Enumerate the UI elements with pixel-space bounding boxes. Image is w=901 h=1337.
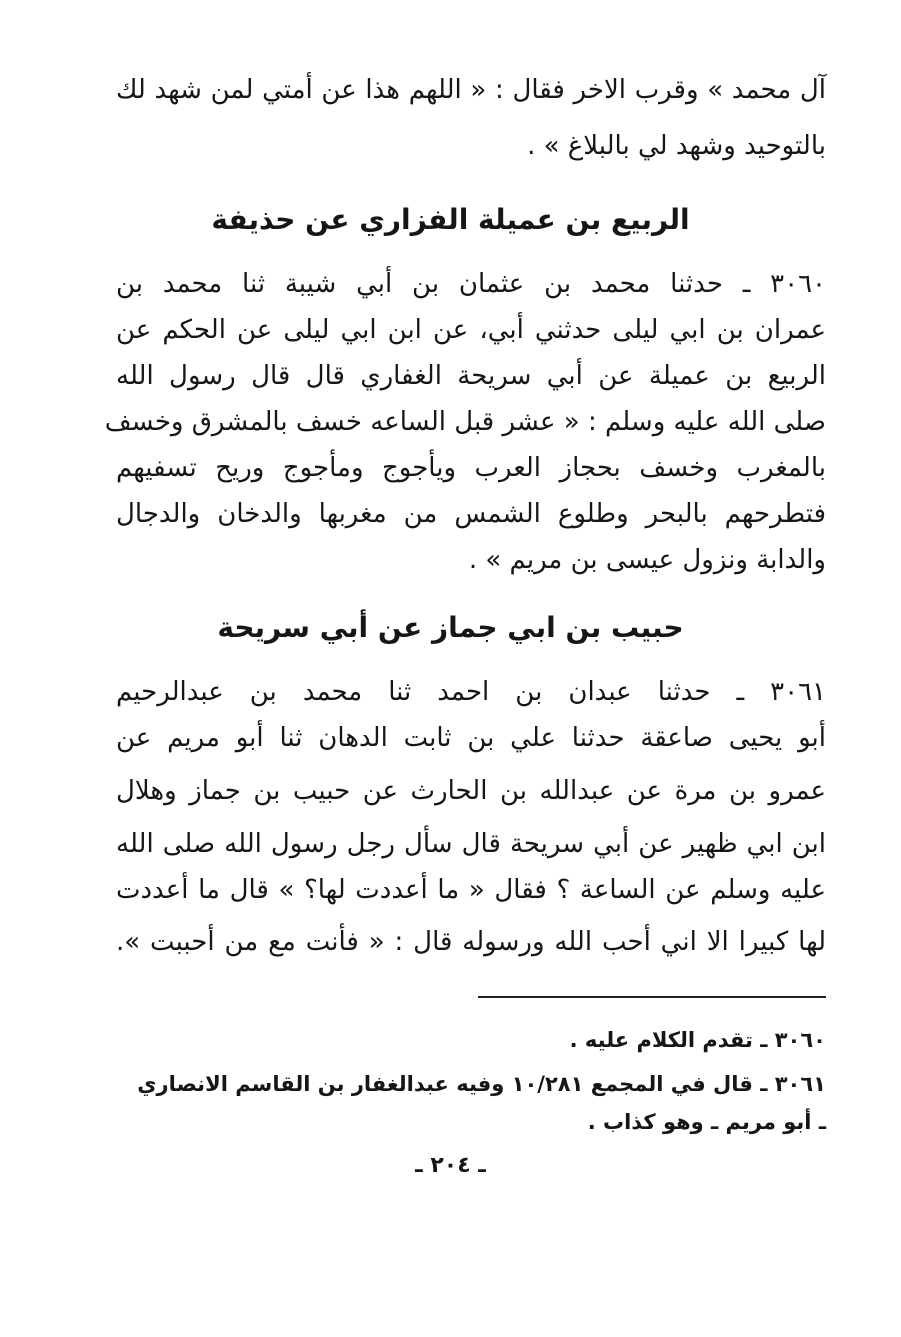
text-line: ابن ابي ظهير عن أبي سريحة قال سأل رجل رسول الله صلى الله [116,829,826,859]
text-line: صلى الله عليه وسلم : « عشر قبل الساعه خسف بالمشرق وخسف [104,407,826,437]
text-line: فتطرحهم بالبحر وطلوع الشمس من مغربها والدخان والدجال [116,499,826,529]
text-line: الربيع بن عميلة عن أبي سريحة الغفاري قال قال رسول الله [116,361,826,391]
text-line: ٣٠٦٠ ـ حدثنا محمد بن عثمان بن أبي شيبة ثنا محمد بن [116,269,826,299]
text-line: بالتوحيد وشهد لي بالبلاغ » . [527,131,826,161]
footnote-separator [478,996,826,998]
text-line: عمرو بن مرة عن عبدالله بن الحارث عن حبيب بن جماز وهلال [116,776,826,806]
text-line: عمران بن ابي ليلى حدثني أبي، عن ابن ابي ليلى عن الحكم عن [116,315,826,345]
text-line: بالمغرب وخسف بحجاز العرب ويأجوج ومأجوج وريح تسفيهم [116,453,826,483]
text-line: لها كبيرا الا اني أحب الله ورسوله قال : « فأنت مع من أحببت ». [116,927,826,957]
text-line: ٣٠٦١ ـ حدثنا عبدان بن احمد ثنا محمد بن عبدالرحيم [116,677,826,707]
text-line: أبو يحيى صاعقة حدثنا علي بن ثابت الدهان ثنا أبو مريم عن [116,723,826,753]
footnote-line: ٣٠٦١ ـ قال في المجمع ١٠/٢٨١ وفيه عبدالغفار بن القاسم الانصاري [137,1072,826,1096]
section-heading: حبيب بن ابي جماز عن أبي سريحة [217,611,684,644]
section-heading: الربيع بن عميلة الفزاري عن حذيفة [211,203,690,236]
footnote-line: ـ أبو مريم ـ وهو كذاب . [587,1110,826,1134]
footnote-line: ٣٠٦٠ ـ تقدم الكلام عليه . [569,1028,826,1052]
text-line: آل محمد » وقرب الاخر فقال : « اللهم هذا عن أمتي لمن شهد لك [116,75,826,105]
text-line: عليه وسلم عن الساعة ؟ فقال « ما أعددت لها؟ » قال ما أعددت [116,875,826,905]
text-line: والدابة ونزول عيسى بن مريم » . [468,545,826,575]
page-number: ـ ٢٠٤ ـ [415,1153,486,1178]
